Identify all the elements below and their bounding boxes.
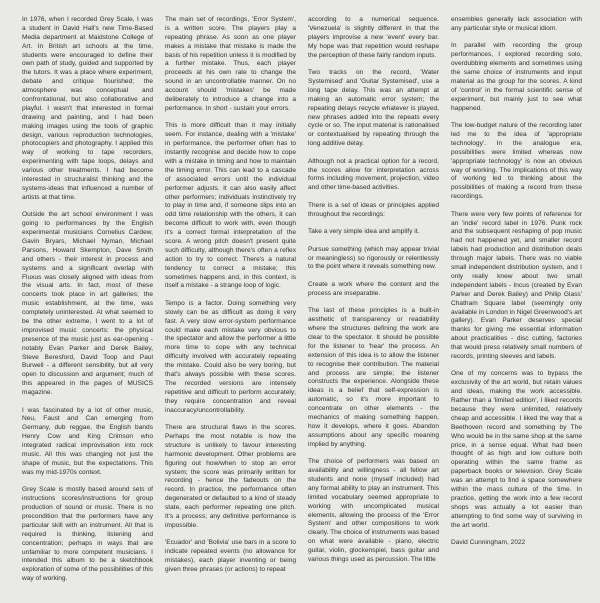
principle-line: Pursue something (which may appear trivial or meaningless) so rigorously or relentlessly to the point where it reveals something new. xyxy=(308,245,439,271)
paragraph: In 1976, when I recorded Grey Scale, I was a student in David Hall's new Time-Based Media department at Maidstone College of Art. In British art schools at the time, students were encouraged to define their own path of study, guided and supported by the tutors. It was a place where experiment, debate and critique flourished; the atmosphere was conceptual and confrontational, but also collaborative and playful. I wasn't that interested in formal drawing and painting, and I had been making images using the tools of graphic design, various reproduction technologies, photocopiers and photography. I applied this way of working to tape recorders, experimenting with tape loops, delays and various other treatments. I had become interested in structuralist thinking and the systems-ideas that influenced a number of artists at that time. xyxy=(22,16,153,201)
principle-line: Create a work where the content and the process are inseparable. xyxy=(308,280,439,297)
paragraph: Tempo is a factor. Doing something very slowly can be as difficult as doing it very fast. A very slow error-system performance could make each mistake very obvious to the spectator and allow the performer a little more time to cope with any technical difficulty involved with accurately repeating the mistake. Could also be very boring, but that's always possible with these scores. The recorded versions are intensely repetitive and difficult to perform accurately; they require concentration and reveal inaccuracy/uncontrollability. xyxy=(165,299,296,414)
paragraph: according to a numerical sequence. 'Venezuela' is slightly different in that the players improvise a new 'event' every bar. My hope was that repetition would reshape the perception of these fairly random inputs. xyxy=(308,16,439,59)
paragraph: There were very few points of reference for an 'indie' record label in 1976. Punk rock and the subsequent reshaping of pop music had not happened yet, and smaller record labels had production and distribution deals through major labels. There was no viable small independent distribution system, and I only really knew about two small independent labels - Incus (created by Evan Parker and Derek Bailey) and Philip Glass' Chatham Square label (seemingly only available in London in Nigel Greenwood's art gallery). Evan Parker deserves special thanks for giving me essential information about practicalities - disc cutting, factories that would press relatively small numbers of records, printing sleeves and labels. xyxy=(451,210,582,360)
paragraph: The last of these principles is a built-in aesthetic of transparency or readability where the structures defining the work are clear to the spectator. It should be possible for the listener to 'hear' the process. An extension of this idea is to allow the listener to recognise their contribution. The material and process are simple; the listener constructs the experience. Alongside these ideas is a belief that self-expression is automatic, so it's more important to concentrate on other elements - the mechanics of making something happen, how it develops, where it goes. Abandon assumptions about any specific meaning implied by anything. xyxy=(308,307,439,448)
paragraph: Although not a practical option for a record, the scores allow for interpretation across forms including movement, projection, video and other time-based activities. xyxy=(308,157,439,192)
paragraph: One of my concerns was to bypass the exclusivity of the art world, but retain values and ideas, making the work accessible. Rather than a 'limited edition', I liked records because they were unlimited, relatively cheap and accessible. I liked the way that a Beethoven record and something by The Who would be in the same shop at the same price, in a sense equal. What had been thought of as high and low culture both operating within the same frame as paperback books or television. Grey Scale was an attempt to find a space somewhere within the mass culture of the time. In practice, getting the work into a few record shops was actually a lot easier than attempting to find some way of surviving in the art world. xyxy=(451,370,582,529)
paragraph: The choice of performers was based on availability and willingness - all fellow art students and none (myself included) had any formal ability to play an instrument. This limited vocabulary seemed appropriate to working with uncomplicated musical elements, allowing the process of the 'Error System' and other compositions to work clearly. The choice of instruments was based on what were available - piano, electric guitar, violin, glockenspiel, bass guitar and various things used as percussion. The little xyxy=(308,458,439,563)
paragraph: 'Ecuador' and 'Bolivia' use bars in a score to indicate repeated events (no allowance for mistakes), each player inventing or being given three phrases (or actions) to repeat xyxy=(165,539,296,574)
principle-line: Take a very simple idea and amplify it. xyxy=(308,228,420,236)
text-column-4 xyxy=(451,16,582,597)
paragraph: I was fascinated by a lot of other music, Neu, Faust and Can emerging from Germany, dub reggae, the English bands Henry Cow and King Crimson who integrated radical improvisation into rock music. All this was changing not just the shape of music, but the expectations. This was my mid-1970s context. xyxy=(22,406,153,476)
paragraph: Two tracks on the record, 'Water Systemised' and 'Guitar Systemised', use a long tape delay. This was an attempt at making an automatic error system; the repeating delays recycle whatever is played, new phrases added into the repeats every cycle or so. The input material is rationalised or contextualised by repeating through the long additive delay. xyxy=(308,69,439,148)
paragraph: Outside the art school environment I was going to performances by the English experimental musicians Cornelius Cardew, Gavin Bryars, Michael Nyman, Michael Parsons, Howard Skempton, Dave Smith and others - their interest in process and systems and a significant overlap with Fluxus was closely aligned with ideas from the visual arts. In fact, most of these concerts took place in art galleries; the music establishment, at the time, was completely uninterested. At what seemed to be the other extreme, I went to a lot of improvised music concerts: the physical presence of the music just as ear-opening - notably Evan Parker and Derek Bailey, Steve Beresford, David Toop and Paul Burwell - a different sensibility, but all very open to discussion and argument; much of this appeared in the pages of MUSICS magazine. xyxy=(22,211,153,397)
text-column-3 xyxy=(308,16,439,597)
paragraph: This is more difficult than it may initially seem. For instance, dealing with a 'mistake' in performance, the performer often has to instantly recognise and decide how to cope with a mistake in timing and how to maintain the timing error. This can lead to a cascade of associated errors until the individual performer adjusts. It can also easily affect other performers; individuals instinctively try to play in time and, if someone slips into an odd time relationship with the others, it can become difficult to work with, even though it's a correct formal interpretation of the score. A wrong pitch doesn't present quite such difficulty, although there's often a reflex action to try to correct. There's a natural tendency to correct a mistake; this sometimes happens and, in this context, is itself a mistake - a strange loop of logic. xyxy=(165,122,296,290)
text-column-2 xyxy=(165,16,296,597)
paragraph: In parallel with recording the group performances, I explored recording solo, overdubbing elements and sometimes using the same choice of instruments and input material as the group for the scores. A kind of 'control' in the formal scientific sense of experiment, but mainly just to see what happened. xyxy=(451,42,582,112)
paragraph: ensembles generally lack association with any particular style or musical idiom. xyxy=(451,16,582,32)
paragraph: There is a set of ideas or principles applied throughout the recordings: xyxy=(308,201,439,218)
author-signature: David Cunningham, 2022 xyxy=(451,539,526,547)
paragraph: Grey Scale is mostly based around sets of instructions scores/instructions for group production of sound or music. There is no precondition that the performers have any particular skill with an instrument. All that is required is thinking, listening and concentration; perhaps in ways that are unfamiliar to more competent musicians. I intended this album to be a sketchbook exploration of some of the possibilities of this way of working. xyxy=(22,486,153,583)
paragraph: There are structural flaws in the scores. Perhaps the most notable is how the structure is unlikely to favour interesting harmonic development. Other problems are figuring out how/when to stop an error system; the score was primarily written for recording - hence the fadeouts on the record. In practice, the performance often degenerated or defaulted to a kind of steady state, each performer repeating one pitch. It's a process; any definitive performance is impossible. xyxy=(165,424,296,529)
text-column-1 xyxy=(22,16,153,597)
paragraph: The main set of recordings, 'Error System', is a written score. The players play a repeating phrase. As soon as one player makes a mistake that mistake is made the basis of his repetition unless it is modified by a further mistake. Thus, each player proceeds at his own rate to change the sound in an uncontrollable manner. On no account should 'mistakes' be made deliberately to introduce a change into a performance. In short - sustain your errors. xyxy=(165,16,296,112)
paragraph: The low-budget nature of the recording later led me to the idea of 'appropriate technology'. In the analogue era, possibilities were limited whereas now 'appropriate technology' is now an obvious way of working. The implications of this way of working led to thinking about the possibilities of making a record from these recordings. xyxy=(451,122,582,201)
